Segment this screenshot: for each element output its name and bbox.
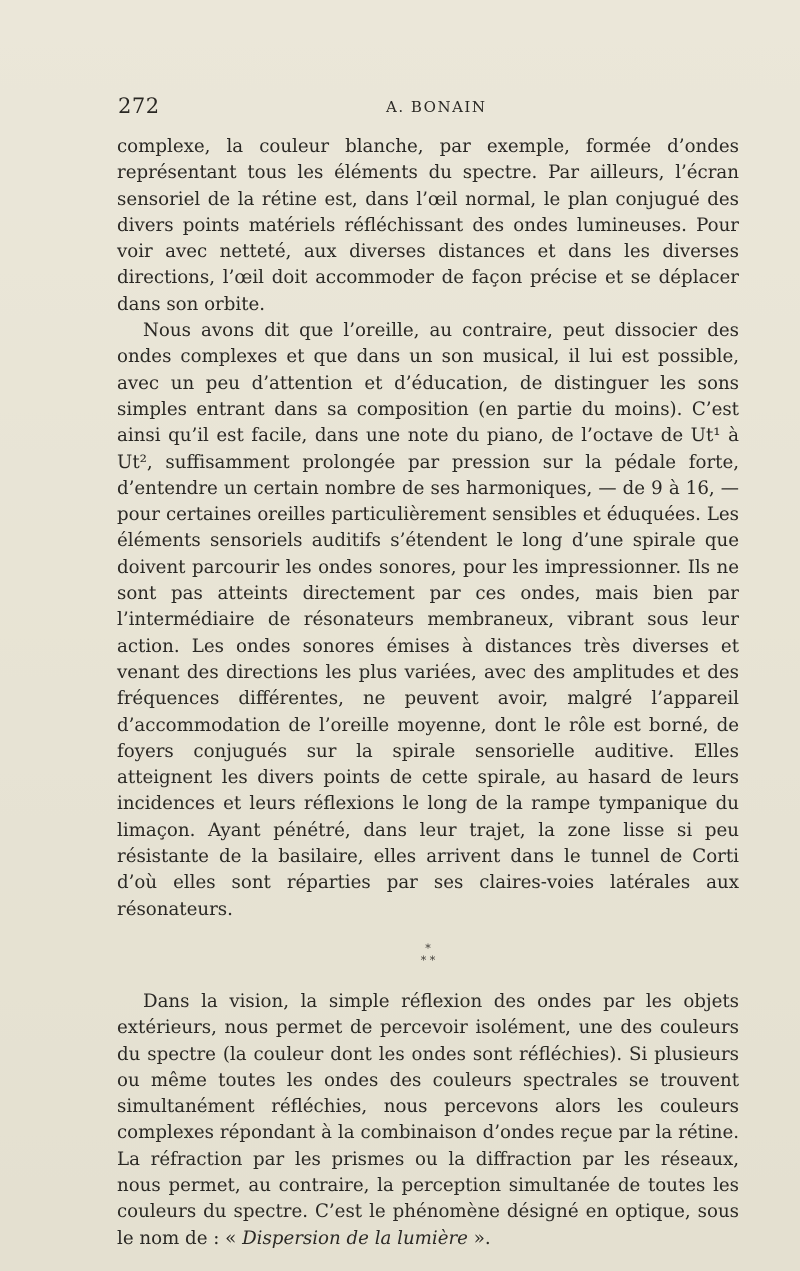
paragraph-2: Nous avons dit que l’oreille, au contraire, peut dissocier des ondes complexes et que dans un son musical, il lui est possible, avec un peu d’attention et d’éducation, de distinguer les sons simples entrant dans sa composition (en partie du moins). C’est ainsi qu’il est facile, dans une note du piano, de l’octave de Ut¹ à Ut², suffisamment prolongée par pression sur la pédale forte, d’entendre un certain nombre de ses harmoniques, — de 9 à 16, — pour certaines oreilles particulièrement sensibles et éduquées. Les éléments sensoriels auditifs s’étendent le long d’une spirale que doivent parcourir les ondes sonores, pour les impressionner. Ils ne sont pas atteints directement par ces ondes, mais bien par l’intermédiaire de résonateurs membraneux, vibrant sous leur action. Les ondes sonores émises à distances très diverses et venant des directions les plus variées, avec des amplitudes et des fréquences différentes, ne peuvent avoir, malgré l’appareil d’accommodation de l’oreille moyenne, dont le rôle est borné, de foyers conjugués sur la spirale sensorielle auditive. Elles atteignent les divers points de cette spirale, au hasard de leurs incidences et leurs réflexions le long de la rampe tympanique du limaçon. Ayant pénétré, dans leur trajet, la zone lisse si peu résistante de la basilaire, elles arrivent dans le tunnel de Corti d’où elles sont réparties par ses claires-voies latérales aux résonateurs.: [117, 320, 739, 920]
page-header: [118, 94, 738, 122]
body-text: [117, 134, 739, 1252]
running-head: A. BONAIN: [386, 98, 487, 116]
asterism-bottom: * *: [420, 953, 436, 967]
page-number: 272: [118, 94, 160, 118]
asterism-divider: [117, 943, 739, 967]
dispersion-term: Dispersion de la lumière: [242, 1227, 468, 1249]
asterism-top: *: [425, 941, 431, 955]
paragraph-3: [117, 989, 739, 1252]
paragraph-1: complexe, la couleur blanche, par exemple, formée d’ondes représentant tous les éléments du spectre. Par ailleurs, l’écran sensoriel de la rétine est, dans l’œil normal, le plan conjugué des divers points matériels réfléchissant des ondes lumineuses. Pour voir avec netteté, aux diverses distances et dans les diverses directions, l’œil doit accommoder de façon précise et se déplacer dans son orbite.: [117, 136, 739, 315]
closing-quote: ».: [473, 1227, 491, 1249]
paragraph-3-text: Dans la vision, la simple réflexion des ondes par les objets extérieurs, nous permet de percevoir isolément, une des couleurs du spectre (la couleur dont les ondes sont réfléchies). Si plusieurs ou même toutes les ondes des couleurs spectrales se trouvent simultanément réfléchies, nous percevons alors les couleurs complexes répondant à la combinaison d’ondes reçue par la rétine. La réfraction par les prismes ou la diffraction par les réseaux, nous permet, au contraire, la perception simultanée de toutes les couleurs du spectre. C’est le phénomène désigné en optique, sous le nom de : «: [117, 990, 739, 1249]
